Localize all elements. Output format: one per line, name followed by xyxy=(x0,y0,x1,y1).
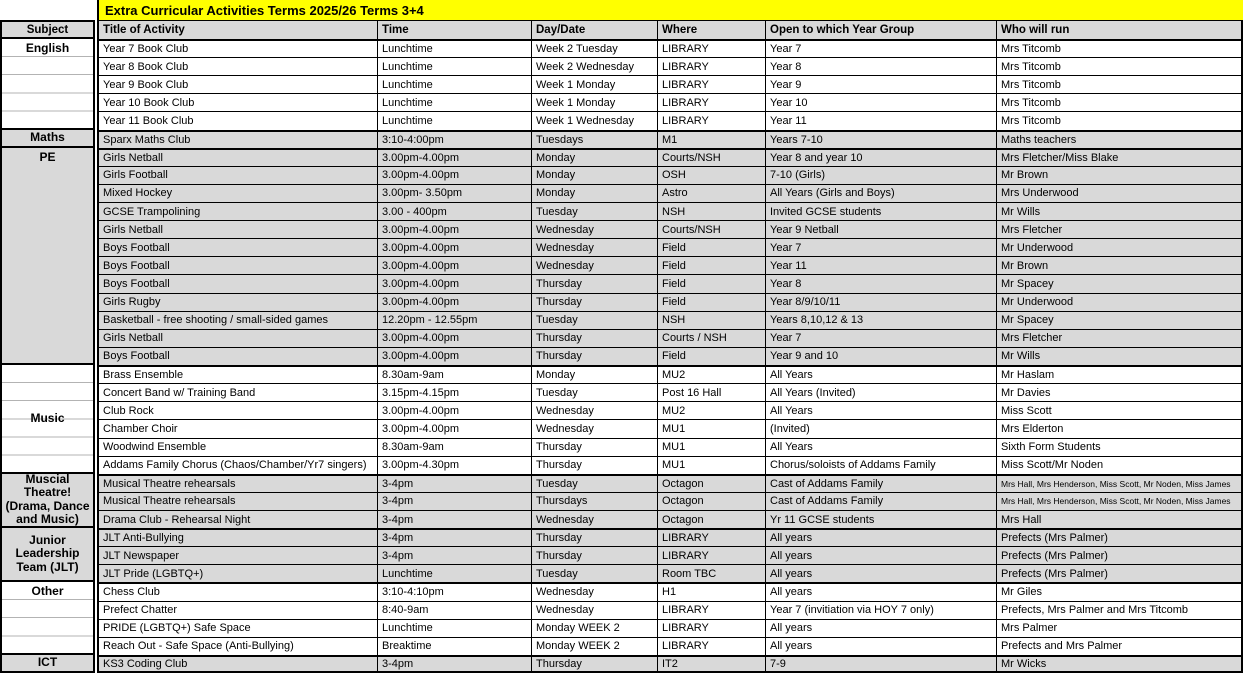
table-row xyxy=(97,238,1243,256)
cell-who: Mr Underwood xyxy=(997,294,1243,311)
cell-open: Year 10 xyxy=(766,94,997,111)
cell-activity: Addams Family Chorus (Chaos/Chamber/Yr7 singers) xyxy=(97,457,378,474)
cell-activity: Basketball - free shooting / small-sided games xyxy=(97,312,378,329)
cell-open: Chorus/soloists of Addams Family xyxy=(766,457,997,474)
cell-activity: Brass Ensemble xyxy=(97,367,378,383)
cell-time: 3.00pm-4.00pm xyxy=(378,257,532,274)
cell-time: 3.00pm-4.30pm xyxy=(378,457,532,474)
cell-day: Wednesday xyxy=(532,257,658,274)
subject-cell xyxy=(0,148,95,365)
cell-activity: Chess Club xyxy=(97,584,378,600)
cell-day: Tuesday xyxy=(532,476,658,492)
table-header-row xyxy=(97,20,1243,39)
cell-open: All years xyxy=(766,584,997,600)
table-row xyxy=(97,166,1243,184)
subject-column xyxy=(0,0,95,673)
cell-who: Mrs Hall, Mrs Henderson, Miss Scott, Mr Noden, Miss James xyxy=(997,476,1243,492)
table-row xyxy=(97,582,1243,600)
table-row xyxy=(97,492,1243,510)
cell-who: Mrs Titcomb xyxy=(997,94,1243,111)
cell-activity: Girls Netball xyxy=(97,330,378,347)
cell-activity: Boys Football xyxy=(97,348,378,365)
cell-day: Monday xyxy=(532,167,658,184)
cell-where: LIBRARY xyxy=(658,620,766,637)
cell-day: Wednesday xyxy=(532,584,658,600)
cell-activity: Reach Out - Safe Space (Anti-Bullying) xyxy=(97,638,378,655)
table-row xyxy=(97,256,1243,274)
cell-activity: Girls Football xyxy=(97,167,378,184)
cell-time: Lunchtime xyxy=(378,565,532,582)
cell-where: OSH xyxy=(658,167,766,184)
cell-who: Mrs Fletcher xyxy=(997,221,1243,238)
table-row xyxy=(97,130,1243,148)
cell-who: Mrs Palmer xyxy=(997,620,1243,637)
cell-time: 3.00pm-4.00pm xyxy=(378,275,532,292)
cell-who: Mr Brown xyxy=(997,257,1243,274)
cell-who: Miss Scott xyxy=(997,402,1243,419)
table-row xyxy=(97,564,1243,582)
cell-time: Lunchtime xyxy=(378,94,532,111)
cell-who: Mr Davies xyxy=(997,384,1243,401)
table-row xyxy=(97,220,1243,238)
cell-activity: Year 8 Book Club xyxy=(97,58,378,75)
cell-where: MU2 xyxy=(658,402,766,419)
cell-time: Breaktime xyxy=(378,638,532,655)
cell-day: Tuesdays xyxy=(532,132,658,148)
cell-time: 3.00pm-4.00pm xyxy=(378,348,532,365)
subject-label: English xyxy=(25,41,70,55)
cell-day: Thursday xyxy=(532,457,658,474)
cell-where: Field xyxy=(658,239,766,256)
cell-open: Year 7 xyxy=(766,239,997,256)
cell-where: LIBRARY xyxy=(658,41,766,57)
page-title: Extra Curricular Activities Terms 2025/26 Terms 3+4 xyxy=(97,0,1243,20)
cell-activity: Mixed Hockey xyxy=(97,185,378,202)
cell-day: Thursday xyxy=(532,657,658,671)
cell-time: 3-4pm xyxy=(378,547,532,564)
cell-time: Lunchtime xyxy=(378,620,532,637)
cell-who: Mrs Hall xyxy=(997,511,1243,528)
cell-day: Week 1 Monday xyxy=(532,76,658,93)
table-row xyxy=(97,510,1243,528)
cell-open: Year 7 xyxy=(766,330,997,347)
cell-who: Mrs Elderton xyxy=(997,420,1243,437)
cell-activity: GCSE Trampolining xyxy=(97,203,378,220)
cell-time: 3.00pm-4.00pm xyxy=(378,167,532,184)
table-row xyxy=(97,438,1243,456)
cell-activity: Year 11 Book Club xyxy=(97,112,378,129)
cell-activity: Girls Netball xyxy=(97,221,378,238)
cell-open: All years xyxy=(766,530,997,546)
cell-day: Week 1 Wednesday xyxy=(532,112,658,129)
subject-cell xyxy=(0,582,95,654)
table-row xyxy=(97,57,1243,75)
subject-label: Music xyxy=(30,410,65,425)
table-row xyxy=(97,655,1243,673)
subject-cell xyxy=(0,130,95,148)
subject-cell xyxy=(0,528,95,582)
cell-day: Thursday xyxy=(532,530,658,546)
cell-activity: Drama Club - Rehearsal Night xyxy=(97,511,378,528)
table-row xyxy=(97,528,1243,546)
cell-open: Yr 11 GCSE students xyxy=(766,511,997,528)
cell-time: 3-4pm xyxy=(378,657,532,671)
table-row xyxy=(97,619,1243,637)
cell-open: All Years (Girls and Boys) xyxy=(766,185,997,202)
cell-who: Mr Spacey xyxy=(997,312,1243,329)
cell-where: Courts/NSH xyxy=(658,150,766,166)
cell-day: Thursdays xyxy=(532,493,658,510)
cell-day: Wednesday xyxy=(532,221,658,238)
cell-where: LIBRARY xyxy=(658,547,766,564)
header-open-to-year-group: Open to which Year Group xyxy=(766,21,997,39)
cell-open: All years xyxy=(766,620,997,637)
cell-day: Tuesday xyxy=(532,384,658,401)
cell-where: Field xyxy=(658,275,766,292)
cell-open: Years 7-10 xyxy=(766,132,997,148)
cell-where: Octagon xyxy=(658,511,766,528)
cell-activity: Prefect Chatter xyxy=(97,602,378,619)
cell-activity: Girls Rugby xyxy=(97,294,378,311)
cell-day: Wednesday xyxy=(532,511,658,528)
subject-cell xyxy=(0,365,95,474)
cell-open: All Years xyxy=(766,439,997,456)
cell-where: LIBRARY xyxy=(658,76,766,93)
cell-time: 3.00 - 400pm xyxy=(378,203,532,220)
cell-who: Mr Haslam xyxy=(997,367,1243,383)
cell-open: Years 8,10,12 & 13 xyxy=(766,312,997,329)
table-row xyxy=(97,347,1243,365)
cell-open: All years xyxy=(766,638,997,655)
cell-activity: Musical Theatre rehearsals xyxy=(97,493,378,510)
cell-open: Year 8 and year 10 xyxy=(766,150,997,166)
cell-open: Year 9 xyxy=(766,76,997,93)
table-row xyxy=(97,637,1243,655)
cell-open: All Years xyxy=(766,402,997,419)
table-row xyxy=(97,456,1243,474)
cell-open: Invited GCSE students xyxy=(766,203,997,220)
cell-who: Prefects, Mrs Palmer and Mrs Titcomb xyxy=(997,602,1243,619)
cell-where: LIBRARY xyxy=(658,94,766,111)
cell-day: Tuesday xyxy=(532,312,658,329)
cell-where: Field xyxy=(658,257,766,274)
cell-time: 3.15pm-4.15pm xyxy=(378,384,532,401)
cell-time: 8:40-9am xyxy=(378,602,532,619)
cell-where: LIBRARY xyxy=(658,602,766,619)
cell-where: NSH xyxy=(658,312,766,329)
cell-where: MU1 xyxy=(658,420,766,437)
header-time: Time xyxy=(378,21,532,39)
cell-where: Post 16 Hall xyxy=(658,384,766,401)
subject-label: Maths xyxy=(30,129,65,144)
cell-day: Monday xyxy=(532,367,658,383)
cell-who: Mrs Underwood xyxy=(997,185,1243,202)
cell-time: 3.00pm-4.00pm xyxy=(378,239,532,256)
cell-who: Sixth Form Students xyxy=(997,439,1243,456)
cell-activity: JLT Newspaper xyxy=(97,547,378,564)
cell-day: Wednesday xyxy=(532,239,658,256)
header-title-of-activity: Title of Activity xyxy=(97,21,378,39)
cell-open: All Years (Invited) xyxy=(766,384,997,401)
cell-day: Wednesday xyxy=(532,602,658,619)
cell-who: Mrs Titcomb xyxy=(997,112,1243,129)
cell-activity: KS3 Coding Club xyxy=(97,657,378,671)
cell-activity: Boys Football xyxy=(97,275,378,292)
table-row xyxy=(97,293,1243,311)
cell-time: 8.30am-9am xyxy=(378,367,532,383)
cell-open: All years xyxy=(766,565,997,582)
cell-who: Mr Spacey xyxy=(997,275,1243,292)
cell-who: Mr Underwood xyxy=(997,239,1243,256)
cell-open: Year 8 xyxy=(766,58,997,75)
cell-activity: Year 9 Book Club xyxy=(97,76,378,93)
subject-cell xyxy=(0,655,95,673)
cell-who: Mr Giles xyxy=(997,584,1243,600)
cell-open: Year 9 Netball xyxy=(766,221,997,238)
cell-who: Miss Scott/Mr Noden xyxy=(997,457,1243,474)
cell-where: NSH xyxy=(658,203,766,220)
table-row xyxy=(97,601,1243,619)
cell-time: Lunchtime xyxy=(378,58,532,75)
table-row xyxy=(97,311,1243,329)
cell-who: Mr Wills xyxy=(997,348,1243,365)
cell-open: 7-10 (Girls) xyxy=(766,167,997,184)
cell-where: M1 xyxy=(658,132,766,148)
table-row xyxy=(97,365,1243,383)
cell-where: LIBRARY xyxy=(658,112,766,129)
cell-who: Mrs Hall, Mrs Henderson, Miss Scott, Mr Noden, Miss James xyxy=(997,493,1243,510)
activities-table xyxy=(97,0,1243,673)
cell-where: MU2 xyxy=(658,367,766,383)
table-row xyxy=(97,546,1243,564)
cell-time: 3-4pm xyxy=(378,530,532,546)
cell-time: 3.00pm- 3.50pm xyxy=(378,185,532,202)
cell-where: H1 xyxy=(658,584,766,600)
cell-time: 3-4pm xyxy=(378,511,532,528)
cell-time: 3.00pm-4.00pm xyxy=(378,221,532,238)
cell-day: Thursday xyxy=(532,330,658,347)
cell-open: Year 7 xyxy=(766,41,997,57)
cell-where: Courts/NSH xyxy=(658,221,766,238)
cell-who: Mr Wills xyxy=(997,203,1243,220)
cell-day: Thursday xyxy=(532,348,658,365)
cell-open: Cast of Addams Family xyxy=(766,476,997,492)
cell-day: Tuesday xyxy=(532,565,658,582)
cell-who: Mrs Titcomb xyxy=(997,76,1243,93)
cell-who: Maths teachers xyxy=(997,132,1243,148)
cell-who: Prefects (Mrs Palmer) xyxy=(997,565,1243,582)
cell-time: 3:10-4:10pm xyxy=(378,584,532,600)
cell-open: (Invited) xyxy=(766,420,997,437)
cell-day: Monday WEEK 2 xyxy=(532,638,658,655)
cell-open: Year 8/9/10/11 xyxy=(766,294,997,311)
cell-day: Monday WEEK 2 xyxy=(532,620,658,637)
cell-time: 3.00pm-4.00pm xyxy=(378,150,532,166)
cell-activity: Woodwind Ensemble xyxy=(97,439,378,456)
cell-activity: Concert Band w/ Training Band xyxy=(97,384,378,401)
cell-day: Tuesday xyxy=(532,203,658,220)
cell-who: Mrs Fletcher/Miss Blake xyxy=(997,150,1243,166)
cell-time: Lunchtime xyxy=(378,112,532,129)
cell-day: Monday xyxy=(532,150,658,166)
cell-where: Room TBC xyxy=(658,565,766,582)
cell-time: Lunchtime xyxy=(378,76,532,93)
cell-time: 3.00pm-4.00pm xyxy=(378,420,532,437)
cell-open: All years xyxy=(766,547,997,564)
cell-who: Mrs Titcomb xyxy=(997,58,1243,75)
cell-day: Monday xyxy=(532,185,658,202)
cell-who: Prefects (Mrs Palmer) xyxy=(997,547,1243,564)
cell-day: Week 2 Wednesday xyxy=(532,58,658,75)
cell-where: LIBRARY xyxy=(658,58,766,75)
cell-day: Week 2 Tuesday xyxy=(532,41,658,57)
cell-activity: Year 7 Book Club xyxy=(97,41,378,57)
table-row xyxy=(97,383,1243,401)
subject-label: PE xyxy=(39,149,56,164)
table-row xyxy=(97,75,1243,93)
subject-label: Muscial Theatre! (Drama, Dance and Music) xyxy=(5,471,90,527)
subject-label: Junior Leadership Team (JLT) xyxy=(15,532,80,574)
table-row xyxy=(97,274,1243,292)
cell-time: 3-4pm xyxy=(378,493,532,510)
subject-column-header: Subject xyxy=(0,20,95,39)
cell-where: IT2 xyxy=(658,657,766,671)
subject-label: Other xyxy=(31,584,64,599)
cell-where: MU1 xyxy=(658,457,766,474)
cell-where: LIBRARY xyxy=(658,530,766,546)
cell-day: Thursday xyxy=(532,294,658,311)
header-who-will-run: Who will run xyxy=(997,21,1243,39)
cell-time: 3:10-4:00pm xyxy=(378,132,532,148)
cell-where: Octagon xyxy=(658,476,766,492)
cell-where: Courts / NSH xyxy=(658,330,766,347)
table-row xyxy=(97,474,1243,492)
cell-activity: Sparx Maths Club xyxy=(97,132,378,148)
table-row xyxy=(97,419,1243,437)
cell-activity: Musical Theatre rehearsals xyxy=(97,476,378,492)
cell-where: Octagon xyxy=(658,493,766,510)
table-row xyxy=(97,329,1243,347)
cell-time: 12.20pm - 12.55pm xyxy=(378,312,532,329)
cell-activity: PRIDE (LGBTQ+) Safe Space xyxy=(97,620,378,637)
cell-day: Thursday xyxy=(532,275,658,292)
cell-where: MU1 xyxy=(658,439,766,456)
cell-time: 3.00pm-4.00pm xyxy=(378,330,532,347)
cell-day: Wednesday xyxy=(532,402,658,419)
cell-where: LIBRARY xyxy=(658,638,766,655)
table-row xyxy=(97,93,1243,111)
cell-activity: Club Rock xyxy=(97,402,378,419)
cell-time: 3.00pm-4.00pm xyxy=(378,294,532,311)
cell-day: Thursday xyxy=(532,439,658,456)
cell-time: Lunchtime xyxy=(378,41,532,57)
cell-open: Cast of Addams Family xyxy=(766,493,997,510)
header-where: Where xyxy=(658,21,766,39)
cell-who: Prefects and Mrs Palmer xyxy=(997,638,1243,655)
subject-label: ICT xyxy=(37,655,58,670)
subject-cell xyxy=(0,39,95,130)
cell-open: Year 7 (invitiation via HOY 7 only) xyxy=(766,602,997,619)
cell-who: Mrs Titcomb xyxy=(997,41,1243,57)
cell-who: Mrs Fletcher xyxy=(997,330,1243,347)
cell-open: 7-9 xyxy=(766,657,997,671)
table-row xyxy=(97,401,1243,419)
cell-activity: Boys Football xyxy=(97,257,378,274)
table-row xyxy=(97,39,1243,57)
cell-activity: JLT Anti-Bullying xyxy=(97,530,378,546)
cell-time: 8.30am-9am xyxy=(378,439,532,456)
cell-day: Wednesday xyxy=(532,420,658,437)
cell-open: Year 11 xyxy=(766,257,997,274)
cell-time: 3-4pm xyxy=(378,476,532,492)
cell-activity: Chamber Choir xyxy=(97,420,378,437)
cell-activity: Boys Football xyxy=(97,239,378,256)
cell-who: Mr Wicks xyxy=(997,657,1243,671)
table-row xyxy=(97,111,1243,129)
header-day-date: Day/Date xyxy=(532,21,658,39)
cell-where: Astro xyxy=(658,185,766,202)
subject-cell xyxy=(0,471,95,528)
table-row xyxy=(97,202,1243,220)
cell-open: All Years xyxy=(766,367,997,383)
cell-activity: Girls Netball xyxy=(97,150,378,166)
cell-activity: JLT Pride (LGBTQ+) xyxy=(97,565,378,582)
table-row xyxy=(97,184,1243,202)
cell-day: Thursday xyxy=(532,547,658,564)
cell-open: Year 9 and 10 xyxy=(766,348,997,365)
cell-who: Mr Brown xyxy=(997,167,1243,184)
cell-time: 3.00pm-4.00pm xyxy=(378,402,532,419)
table-row xyxy=(97,148,1243,166)
cell-open: Year 8 xyxy=(766,275,997,292)
cell-open: Year 11 xyxy=(766,112,997,129)
cell-who: Prefects (Mrs Palmer) xyxy=(997,530,1243,546)
cell-where: Field xyxy=(658,294,766,311)
cell-where: Field xyxy=(658,348,766,365)
cell-day: Week 1 Monday xyxy=(532,94,658,111)
cell-activity: Year 10 Book Club xyxy=(97,94,378,111)
